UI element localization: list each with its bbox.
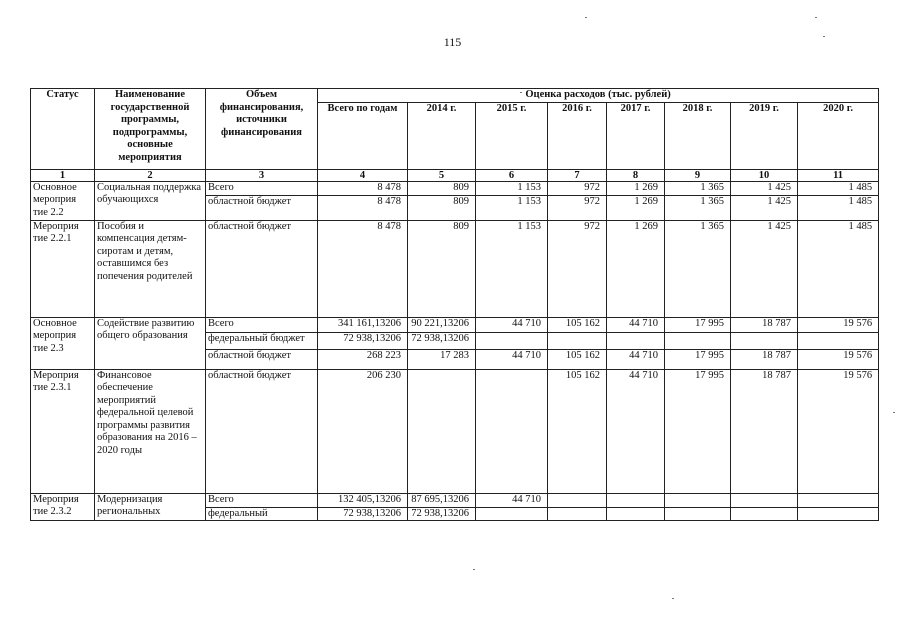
year-value-cell	[548, 493, 607, 507]
year-value-cell: 1 269	[607, 181, 665, 195]
year-value-cell: 1 153	[476, 220, 548, 317]
year-value-cell: 105 162	[548, 369, 607, 493]
source-cell: федеральный	[206, 507, 318, 521]
year-value-cell: 17 995	[665, 317, 731, 332]
year-value-cell: 18 787	[731, 349, 798, 369]
scan-speck	[672, 598, 674, 599]
year-value-cell	[607, 507, 665, 521]
column-number: 9	[665, 169, 731, 181]
year-value-cell: 17 283	[408, 349, 476, 369]
total-cell: 72 938,13206	[318, 332, 408, 349]
table-body	[31, 181, 879, 521]
column-number: 10	[731, 169, 798, 181]
name-cell: Социальная поддержка обучающихся	[95, 181, 206, 220]
scan-speck	[893, 412, 895, 413]
column-number: 7	[548, 169, 607, 181]
header-year: 2020 г.	[798, 102, 879, 169]
year-value-cell: 1 485	[798, 181, 879, 195]
header-estimate: Оценка расходов (тыс. рублей)	[318, 89, 879, 103]
year-value-cell: 1 485	[798, 195, 879, 220]
table-row	[31, 317, 879, 332]
source-cell: Всего	[206, 493, 318, 507]
year-value-cell	[476, 507, 548, 521]
source-cell: Всего	[206, 181, 318, 195]
year-value-cell	[665, 493, 731, 507]
year-value-cell: 90 221,13206	[408, 317, 476, 332]
total-cell: 341 161,13206	[318, 317, 408, 332]
year-value-cell: 1 365	[665, 181, 731, 195]
year-value-cell	[731, 507, 798, 521]
year-value-cell: 972	[548, 220, 607, 317]
column-number: 11	[798, 169, 879, 181]
total-cell: 8 478	[318, 195, 408, 220]
header-year: 2019 г.	[731, 102, 798, 169]
year-value-cell	[548, 507, 607, 521]
year-value-cell	[665, 507, 731, 521]
table-row	[31, 493, 879, 507]
header-year: 2016 г.	[548, 102, 607, 169]
total-cell: 268 223	[318, 349, 408, 369]
total-cell: 8 478	[318, 181, 408, 195]
year-value-cell: 44 710	[476, 493, 548, 507]
column-number: 3	[206, 169, 318, 181]
header-year: 2017 г.	[607, 102, 665, 169]
header-volume: Объем финансирования, источники финансирования	[206, 89, 318, 170]
year-value-cell	[476, 369, 548, 493]
column-number: 8	[607, 169, 665, 181]
year-value-cell: 972	[548, 195, 607, 220]
column-number: 1	[31, 169, 95, 181]
column-numbers-row	[31, 169, 879, 181]
scan-speck	[815, 17, 817, 18]
scan-speck	[473, 569, 475, 570]
year-value-cell: 19 576	[798, 369, 879, 493]
source-cell: Всего	[206, 317, 318, 332]
year-value-cell: 72 938,13206	[408, 332, 476, 349]
status-cell: Мероприя тие 2.3.2	[31, 493, 95, 521]
header-year: 2015 г.	[476, 102, 548, 169]
table-row	[31, 369, 879, 493]
year-value-cell: 44 710	[476, 349, 548, 369]
year-value-cell: 87 695,13206	[408, 493, 476, 507]
year-value-cell: 17 995	[665, 369, 731, 493]
status-cell: Основное мероприя тие 2.3	[31, 317, 95, 369]
year-value-cell	[798, 493, 879, 507]
year-value-cell	[798, 507, 879, 521]
year-value-cell: 1 365	[665, 195, 731, 220]
source-cell: областной бюджет	[206, 349, 318, 369]
year-value-cell	[408, 369, 476, 493]
year-value-cell: 17 995	[665, 349, 731, 369]
year-value-cell	[548, 332, 607, 349]
year-value-cell	[476, 332, 548, 349]
year-value-cell: 1 365	[665, 220, 731, 317]
table-row	[31, 181, 879, 195]
scan-speck	[823, 36, 825, 37]
table-row	[31, 220, 879, 317]
year-value-cell: 105 162	[548, 317, 607, 332]
page-number: 115	[443, 35, 462, 49]
source-cell: областной бюджет	[206, 195, 318, 220]
budget-table	[30, 88, 879, 521]
total-cell: 206 230	[318, 369, 408, 493]
year-value-cell: 44 710	[607, 369, 665, 493]
year-value-cell: 1 153	[476, 181, 548, 195]
year-value-cell: 809	[408, 220, 476, 317]
year-value-cell: 19 576	[798, 349, 879, 369]
name-cell: Модернизация региональных	[95, 493, 206, 521]
year-value-cell	[731, 332, 798, 349]
year-value-cell: 1 153	[476, 195, 548, 220]
year-value-cell: 972	[548, 181, 607, 195]
year-value-cell: 809	[408, 181, 476, 195]
source-cell: федеральный бюджет	[206, 332, 318, 349]
year-value-cell: 1 485	[798, 220, 879, 317]
status-cell: Мероприя тие 2.3.1	[31, 369, 95, 493]
scan-speck	[520, 92, 522, 93]
year-value-cell	[665, 332, 731, 349]
year-value-cell: 1 269	[607, 220, 665, 317]
column-number: 2	[95, 169, 206, 181]
name-cell: Содействие развитию общего образования	[95, 317, 206, 369]
year-value-cell: 105 162	[548, 349, 607, 369]
year-value-cell: 809	[408, 195, 476, 220]
status-cell: Мероприя тие 2.2.1	[31, 220, 95, 317]
header-status: Статус	[31, 89, 95, 170]
column-number: 6	[476, 169, 548, 181]
scan-speck	[585, 17, 587, 18]
column-number: 4	[318, 169, 408, 181]
year-value-cell: 44 710	[607, 349, 665, 369]
header-year: 2014 г.	[408, 102, 476, 169]
header-total: Всего по годам	[318, 102, 408, 169]
year-value-cell: 44 710	[476, 317, 548, 332]
source-cell: областной бюджет	[206, 369, 318, 493]
name-cell: Финансовое обеспечение мероприятий федеральной целевой программы развития образования на 2016 – 2020 годы	[95, 369, 206, 493]
table-head	[31, 89, 879, 182]
year-value-cell: 1 425	[731, 181, 798, 195]
name-cell: Пособия и компенсация детям-сиротам и детям, оставшимся без попечения родителей	[95, 220, 206, 317]
year-value-cell	[798, 332, 879, 349]
header-name: Наименование государственной программы, подпрограммы, основные мероприятия	[95, 89, 206, 170]
year-value-cell: 18 787	[731, 317, 798, 332]
year-value-cell: 44 710	[607, 317, 665, 332]
year-value-cell: 1 269	[607, 195, 665, 220]
year-value-cell	[607, 493, 665, 507]
source-cell: областной бюджет	[206, 220, 318, 317]
year-value-cell: 19 576	[798, 317, 879, 332]
total-cell: 8 478	[318, 220, 408, 317]
year-value-cell	[607, 332, 665, 349]
year-value-cell: 18 787	[731, 369, 798, 493]
total-cell: 72 938,13206	[318, 507, 408, 521]
header-year: 2018 г.	[665, 102, 731, 169]
year-value-cell	[731, 493, 798, 507]
year-value-cell: 1 425	[731, 220, 798, 317]
year-value-cell: 1 425	[731, 195, 798, 220]
status-cell: Основное мероприя тие 2.2	[31, 181, 95, 220]
total-cell: 132 405,13206	[318, 493, 408, 507]
year-value-cell: 72 938,13206	[408, 507, 476, 521]
column-number: 5	[408, 169, 476, 181]
